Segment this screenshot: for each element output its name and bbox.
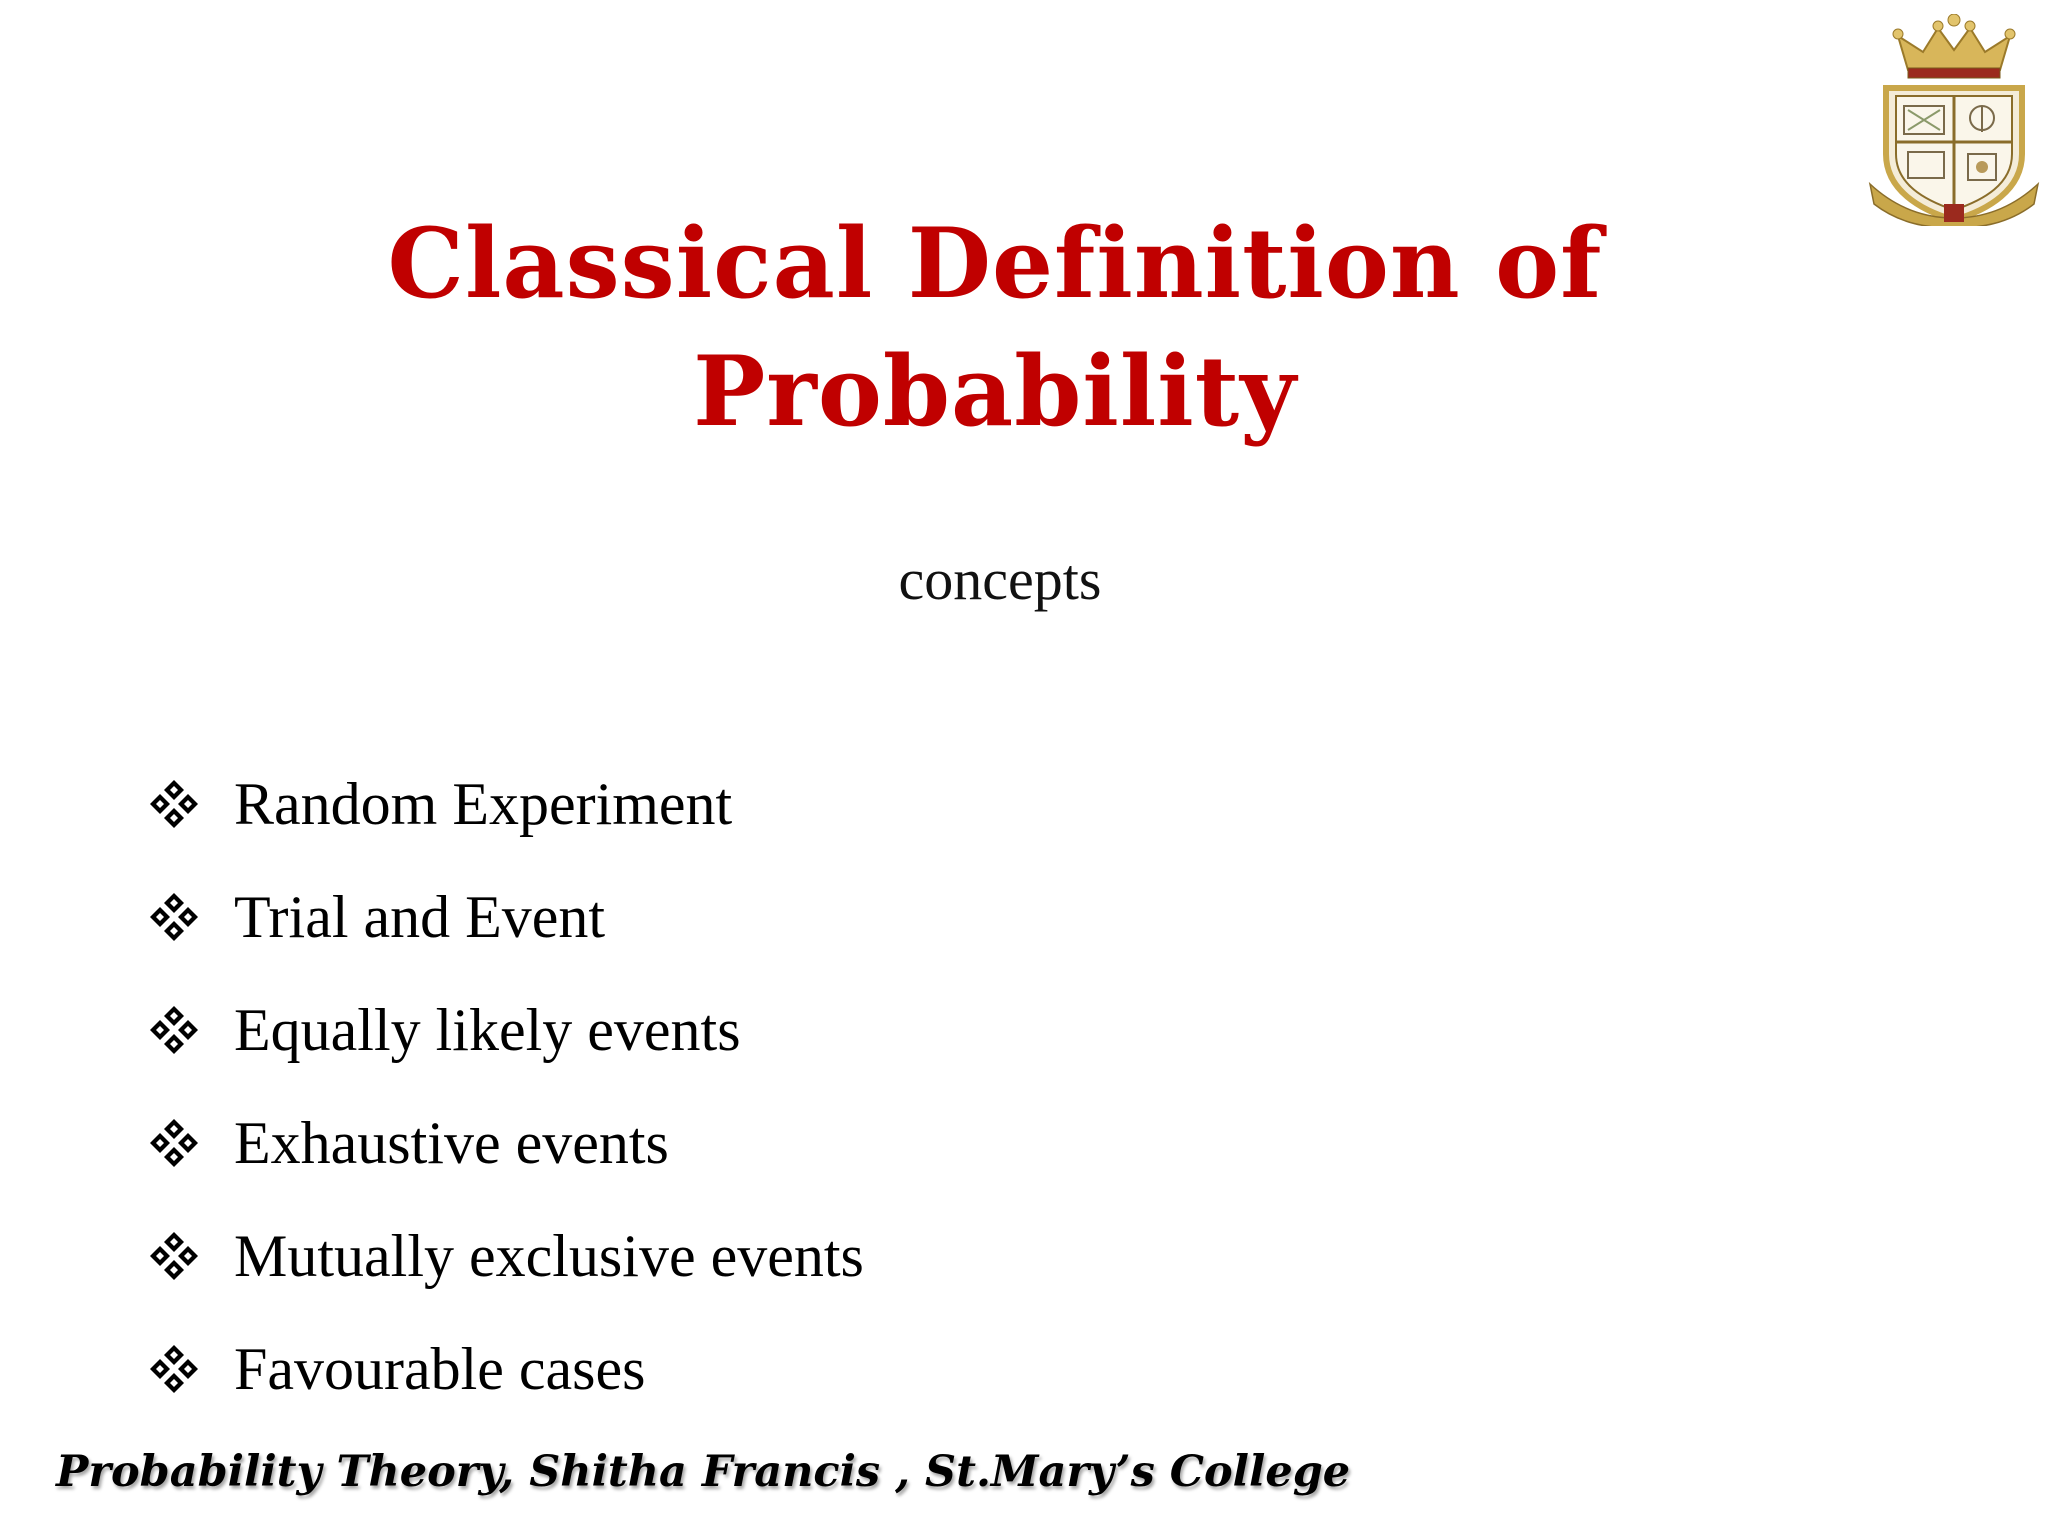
- four-diamond-icon: [148, 1117, 200, 1169]
- title-line-2: Probability: [693, 335, 1297, 448]
- slide-title: [0, 200, 1990, 456]
- list-item: [148, 1103, 864, 1216]
- bullet-text: Mutually exclusive events: [234, 1223, 864, 1289]
- slide-subtitle: concepts: [898, 547, 1102, 612]
- bullet-text: Exhaustive events: [234, 1110, 669, 1176]
- list-item: [148, 877, 864, 990]
- bullet-text: Equally likely events: [234, 997, 741, 1063]
- four-diamond-icon: [148, 778, 200, 830]
- bullet-text: Random Experiment: [234, 771, 733, 837]
- list-item: [148, 990, 864, 1103]
- list-item: [148, 1329, 864, 1442]
- four-diamond-icon: [148, 1004, 200, 1056]
- bullet-text: Trial and Event: [234, 884, 606, 950]
- concept-list: [148, 764, 864, 1442]
- bullet-text: Favourable cases: [234, 1336, 646, 1402]
- crown-icon: [1893, 14, 2015, 78]
- four-diamond-icon: [148, 891, 200, 943]
- title-line-1: Classical Definition of: [387, 207, 1603, 320]
- four-diamond-icon: [148, 1230, 200, 1282]
- college-crest-icon: [1868, 14, 2040, 226]
- list-item: [148, 1216, 864, 1329]
- list-item: [148, 764, 864, 877]
- slide-footer: Probability Theory, Shitha Francis , St.Mary’s College: [56, 1447, 1351, 1497]
- four-diamond-icon: [148, 1343, 200, 1395]
